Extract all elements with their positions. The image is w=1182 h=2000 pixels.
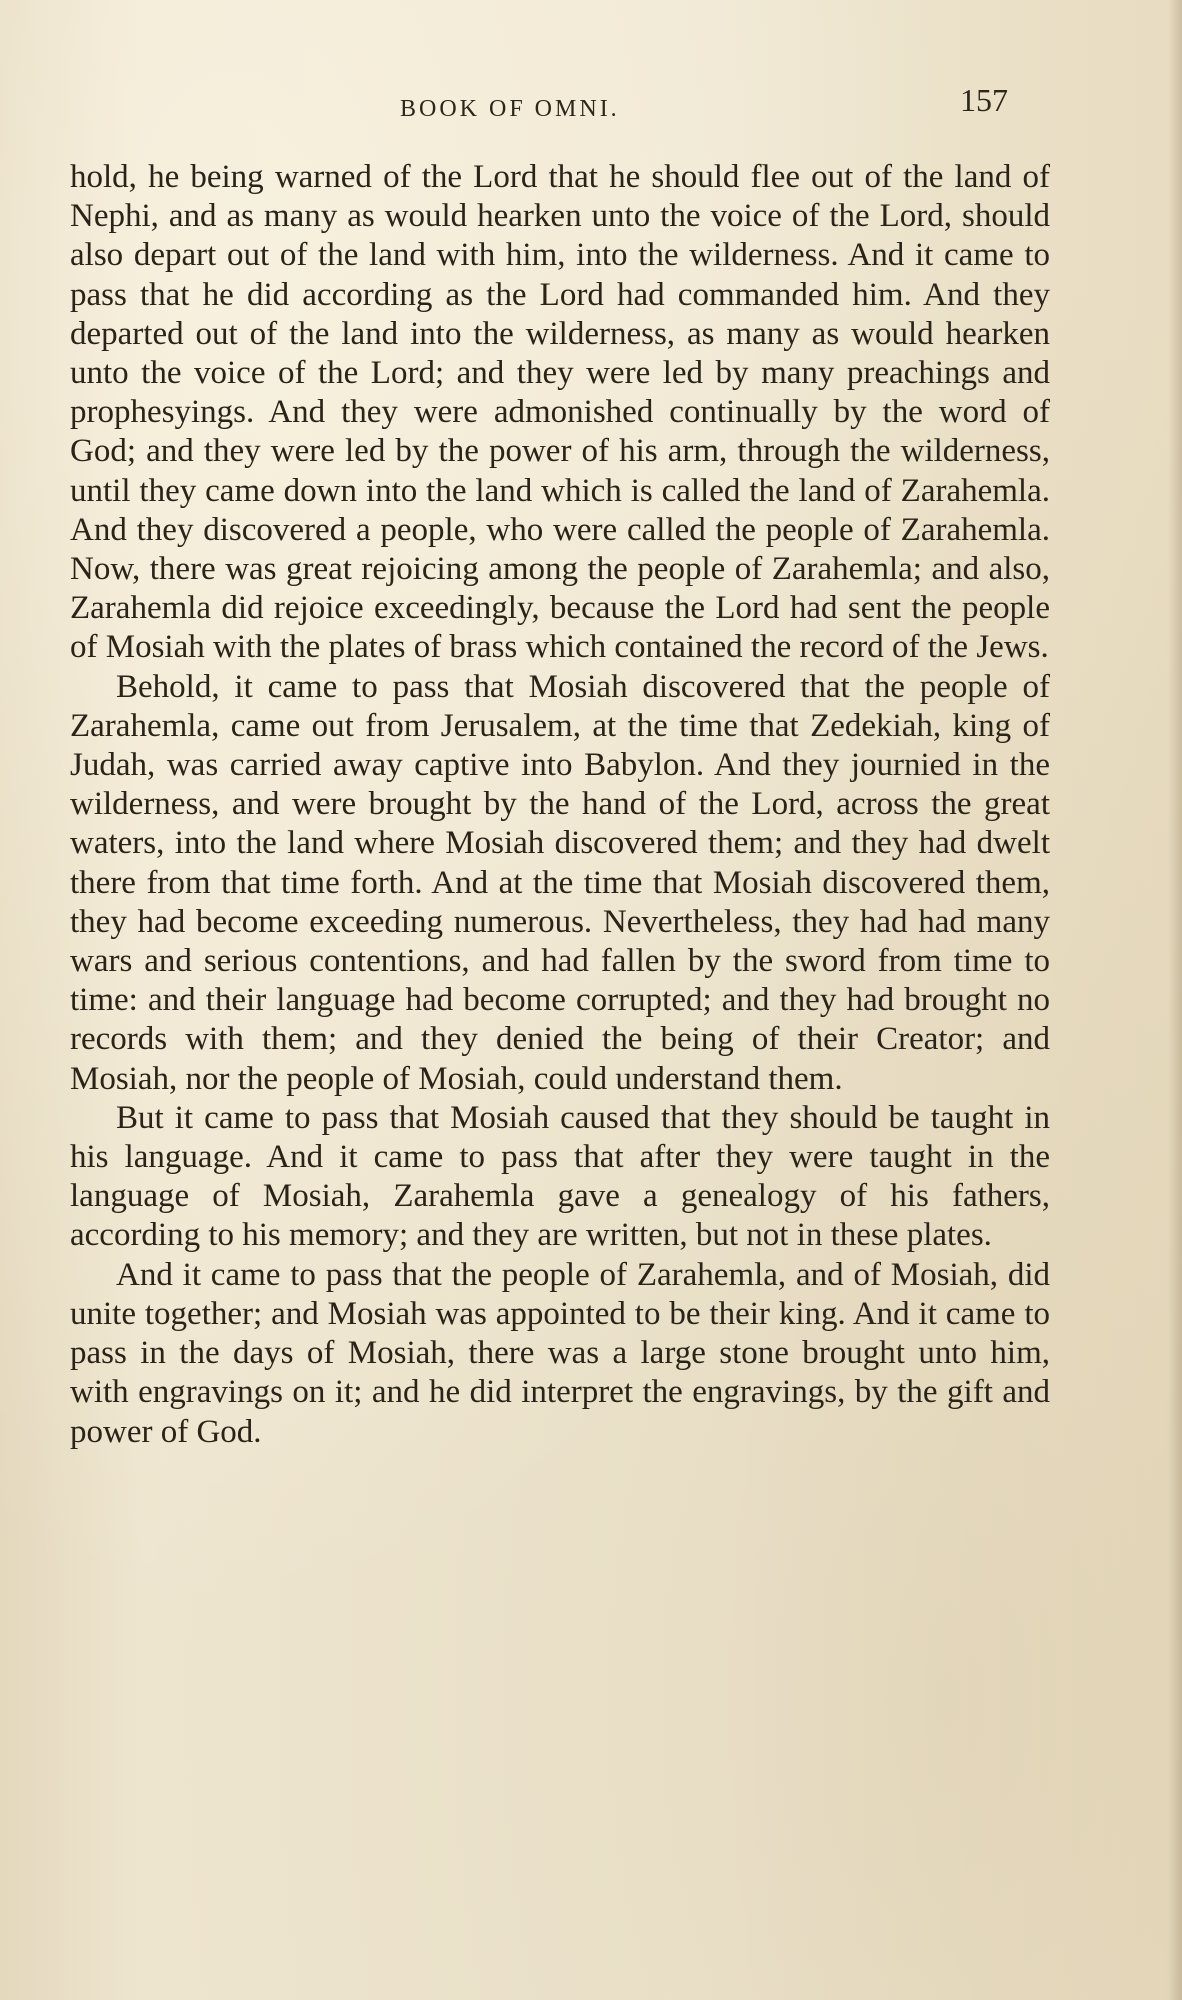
paragraph: Behold, it came to pass that Mosiah discovered that the people of Zarahemla, came out from Jerusalem, at the time that Zedekiah, king of Judah, was carried away captive into Babylon. And they journied in the wilderness, and were brought by the hand of the Lord, across the great waters, into the land where Mosiah discovered them; and they had dwelt there from that time forth. And at the time that Mosiah discovered them, they had become exceeding numerous. Nevertheless, they had had many wars and serious contentions, and had fallen by the sword from time to time: and their language had become corrupted; and they had brought no records with them; and they denied the being of their Creator; and Mosiah, nor the people of Mosiah, could understand them. [70, 668, 1050, 1097]
running-title: BOOK OF OMNI. [400, 96, 620, 122]
page-edge-shadow [1168, 0, 1182, 2000]
paragraph: But it came to pass that Mosiah caused that they should be taught in his language. And it came to pass that after they were taught in the language of Mosiah, Zarahemla gave a genealogy of his fathers, according to his memory; and they are written, but not in these plates. [70, 1099, 1050, 1254]
body-text [70, 158, 1050, 1452]
paragraph: And it came to pass that the people of Zarahemla, and of Mosiah, did unite together; and Mosiah was appointed to be their king. And it came to pass in the days of Mosiah, there was a large stone brought unto him, with engravings on it; and he did interpret the engravings, by the gift and power of God. [70, 1256, 1050, 1450]
page-number: 157 [960, 82, 1008, 118]
paragraph-continued: hold, he being warned of the Lord that he should flee out of the land of Nephi, and as many as would hearken unto the voice of the Lord, should also depart out of the land with him, into the wilderness. And it came to pass that he did according as the Lord had commanded him. And they departed out of the land into the wilderness, as many as would hearken unto the voice of the Lord; and they were led by many preachings and prophesyings. And they were admonished continually by the word of God; and they were led by the power of his arm, through the wilderness, until they came down into the land which is called the land of Zarahemla. And they discovered a people, who were called the people of Zarahemla. Now, there was great rejoicing among the people of Zarahemla; and also, Zarahemla did rejoice exceedingly, because the Lord had sent the people of Mosiah with the plates of brass which contained the record of the Jews. [70, 159, 1050, 666]
